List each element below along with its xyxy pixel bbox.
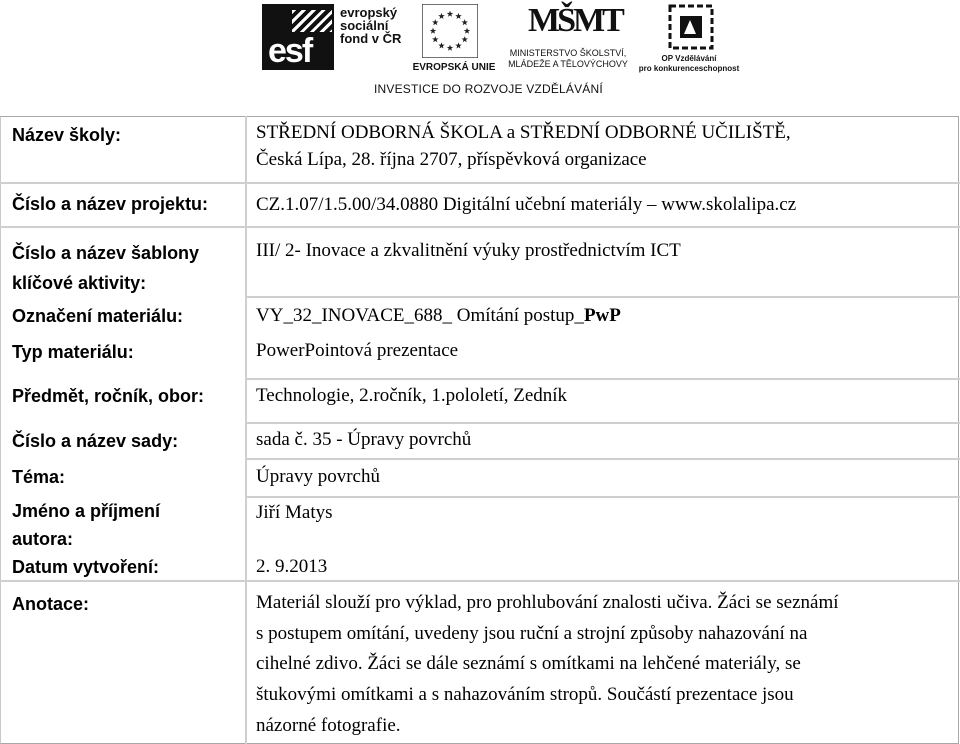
date-value: 2. 9.2013: [256, 556, 328, 577]
material-type-value: PowerPointová prezentace: [256, 340, 459, 361]
op-text: OP Vzdělávání pro konkurenceschopnost: [638, 54, 740, 73]
investice-slogan: INVESTICE DO ROZVOJE VZDĚLÁVÁNÍ: [374, 82, 603, 96]
annotation-line: názorné fotografie.: [256, 715, 401, 736]
msmt-logo: [488, 2, 638, 76]
row-divider: [0, 182, 960, 184]
msmt-text: MINISTERSTVO ŠKOLSTVÍ, MLÁDEŽE A TĚLOVÝCHOVY: [508, 48, 628, 69]
row-divider: [246, 378, 960, 380]
row-divider: [0, 226, 960, 228]
msmt-mark: MŠMT: [528, 2, 622, 39]
row-divider: [246, 422, 960, 424]
author-value: Jiří Matys: [256, 502, 333, 523]
row-divider: [0, 580, 960, 582]
set-label: Číslo a název sady:: [12, 431, 179, 451]
esf-letters: esf: [268, 32, 312, 70]
eu-flag-icon: [422, 4, 478, 58]
row-divider: [246, 458, 960, 460]
esf-text: evropský sociální fond v ČR: [340, 5, 402, 46]
annotation-line: štukovými omítkami a s nahazováním stropů. Součástí prezentace jsou: [256, 684, 794, 705]
annotation-line: s postupem omítání, uvedeny jsou ruční a strojní způsoby nahazování na: [256, 623, 808, 644]
topic-value: Úpravy povrchů: [256, 466, 380, 487]
template-label-cont: klíčové aktivity:: [12, 273, 147, 293]
op-mark-icon: [666, 2, 716, 52]
material-id-suffix: PwP: [583, 305, 621, 326]
esf-logo: [262, 4, 422, 74]
project-label: Číslo a název projektu:: [12, 194, 209, 214]
date-label: Datum vytvoření:: [12, 557, 160, 577]
school-label: Název školy:: [12, 125, 122, 145]
annotation-label: Anotace:: [12, 594, 90, 614]
subject-value: Technologie, 2.ročník, 1.pololetí, Zedník: [256, 385, 568, 406]
author-label: Jméno a příjmení: [12, 501, 161, 521]
esf-mark: [262, 4, 334, 70]
eu-logo: [404, 4, 494, 76]
template-label: Číslo a název šablony: [12, 243, 200, 263]
op-logo: [634, 2, 738, 76]
column-divider: [245, 116, 247, 580]
row-divider: [246, 496, 960, 498]
annotation-line: Materiál slouží pro výklad, pro prohlubování znalosti učiva. Žáci se seznámí: [256, 592, 839, 613]
school-name-line-1: STŘEDNÍ ODBORNÁ ŠKOLA a STŘEDNÍ ODBORNÉ UČILIŠTĚ,: [256, 122, 791, 143]
row-divider: [246, 296, 960, 298]
subject-label: Předmět, ročník, obor:: [12, 386, 205, 406]
material-type-label: Typ materiálu:: [12, 342, 134, 362]
author-label-cont: autora:: [12, 529, 74, 549]
material-id-label: Označení materiálu:: [12, 306, 184, 326]
template-value: III/ 2- Inovace a zkvalitnění výuky prostřednictvím ICT: [256, 240, 681, 261]
eu-text: EVROPSKÁ UNIE: [412, 62, 496, 73]
school-name-line-2: Česká Lípa, 28. října 2707, příspěvková organizace: [256, 149, 647, 170]
annotation-line: cihelné zdivo. Žáci se dále seznámí s omítkami na lehčené materiály, se: [256, 653, 801, 674]
material-id-text: VY_32_INOVACE_688_ Omítání postup_: [256, 305, 584, 326]
project-value: CZ.1.07/1.5.00/34.0880 Digitální učební materiály – www.skolalipa.cz: [256, 194, 797, 215]
column-divider: [245, 582, 247, 744]
set-value: sada č. 35 - Úpravy povrchů: [256, 429, 472, 450]
material-id-value: [256, 301, 621, 331]
topic-label: Téma:: [12, 467, 66, 487]
logo-banner: [258, 2, 738, 102]
